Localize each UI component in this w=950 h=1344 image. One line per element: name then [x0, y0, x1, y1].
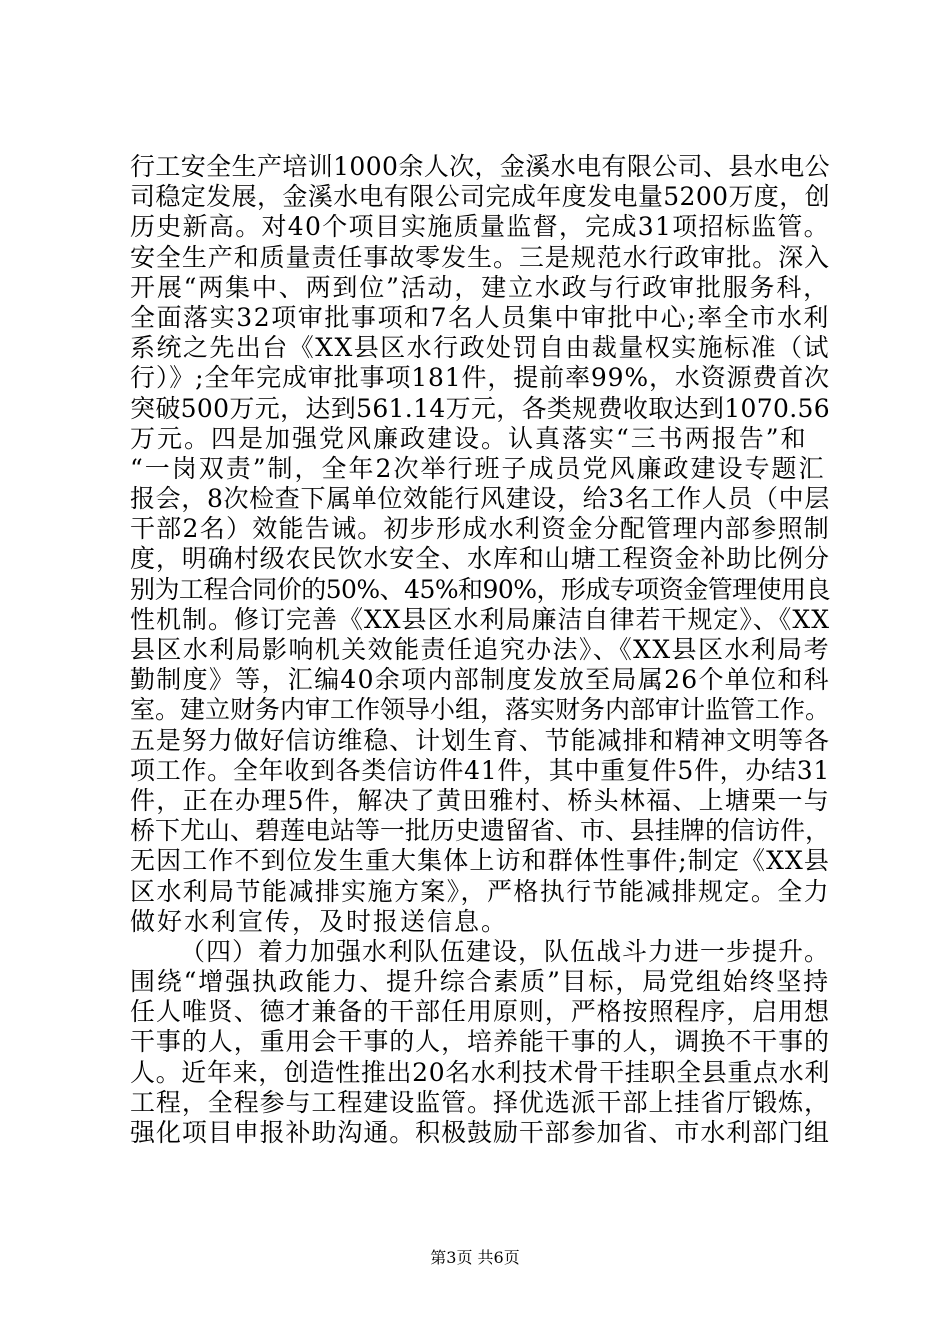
text-line: 室。建立财务内审工作领导小组，落实财务内部审计监管工作。 — [130, 695, 830, 725]
text-line: 县区水利局影响机关效能责任追究办法》、《XX县区水利局考 — [130, 635, 830, 664]
text-line: “一岗双责”制，全年2次举行班子成员党风廉政建设专题汇 — [130, 453, 826, 483]
text-line: 干事的人，重用会干事的人，培养能干事的人，调换不干事的 — [130, 1027, 830, 1057]
text-line: 突破500万元，达到561.14万元，各类规费收取达到1070.56 — [130, 393, 830, 423]
text-line: 工程，全程参与工程建设监管。择优选派干部上挂省厅锻炼， — [130, 1087, 830, 1117]
document-body — [130, 152, 830, 1148]
text-line: 五是努力做好信访维稳、计划生育、节能减排和精神文明等各 — [130, 725, 830, 755]
text-line: 系统之先出台《XX县区水行政处罚自由裁量权实施标准（试 — [130, 333, 830, 363]
text-line: 任人唯贤、德才兼备的干部任用原则，严格按照程序，启用想 — [130, 997, 830, 1027]
text-line: 干部2名）效能告诫。初步形成水利资金分配管理内部参照制 — [130, 514, 830, 544]
text-line: 安全生产和质量责任事故零发生。三是规范水行政审批。深入 — [130, 242, 830, 272]
text-line: 度，明确村级农民饮水安全、水库和山塘工程资金补助比例分 — [130, 544, 830, 574]
text-line: 别为工程合同价的50%、45%和90%，形成专项资金管理使用良 — [130, 574, 830, 604]
text-line: 项工作。全年收到各类信访件41件，其中重复件5件，办结31 — [130, 755, 830, 785]
page-number: 第3页 共6页 — [430, 1248, 520, 1267]
text-line: 件，正在办理5件，解决了黄田雅村、桥头林福、上塘栗一与 — [130, 785, 830, 815]
text-line: 区水利局节能减排实施方案》，严格执行节能减排规定。全力 — [130, 876, 830, 906]
text-line: 行工安全生产培训1000余人次，金溪水电有限公司、县水电公 — [130, 152, 830, 181]
text-line: 围绕“增强执政能力、提升综合素质”目标，局党组始终坚持 — [130, 967, 830, 997]
text-line: 性机制。修订完善《XX县区水利局廉洁自律若干规定》、《XX — [130, 604, 830, 634]
text-line: 司稳定发展，金溪水电有限公司完成年度发电量5200万度，创 — [130, 182, 830, 212]
text-line: 万元。四是加强党风廉政建设。认真落实“三书两报告”和 — [130, 423, 808, 453]
text-line: 桥下尤山、碧莲电站等一批历史遗留省、市、县挂牌的信访件， — [130, 816, 830, 846]
text-line: 做好水利宣传，及时报送信息。 — [130, 906, 509, 936]
text-line: 强化项目申报补助沟通。积极鼓励干部参加省、市水利部门组 — [130, 1118, 830, 1147]
text-line: 历史新高。对40个项目实施质量监督，完成31项招标监管。 — [130, 212, 830, 242]
text-line: 人。近年来，创造性推出20名水利技术骨干挂职全县重点水利 — [130, 1057, 830, 1087]
text-line: 无因工作不到位发生重大集体上访和群体性事件;制定《XX县 — [130, 846, 830, 876]
text-line: 勤制度》等，汇编40余项内部制度发放至局属26个单位和科 — [130, 665, 830, 695]
section-heading-line: （四）着力加强水利队伍建设，队伍战斗力进一步提升。 — [180, 936, 830, 966]
text-line: 全面落实32项审批事项和7名人员集中审批中心;率全市水利 — [130, 302, 830, 332]
text-line: 行）》;全年完成审批事项181件，提前率99%，水资源费首次 — [130, 363, 830, 393]
text-line: 开展“两集中、两到位”活动，建立水政与行政审批服务科， — [130, 272, 830, 302]
text-line: 报会，8次检查下属单位效能行风建设，给3名工作人员（中层 — [130, 484, 830, 514]
